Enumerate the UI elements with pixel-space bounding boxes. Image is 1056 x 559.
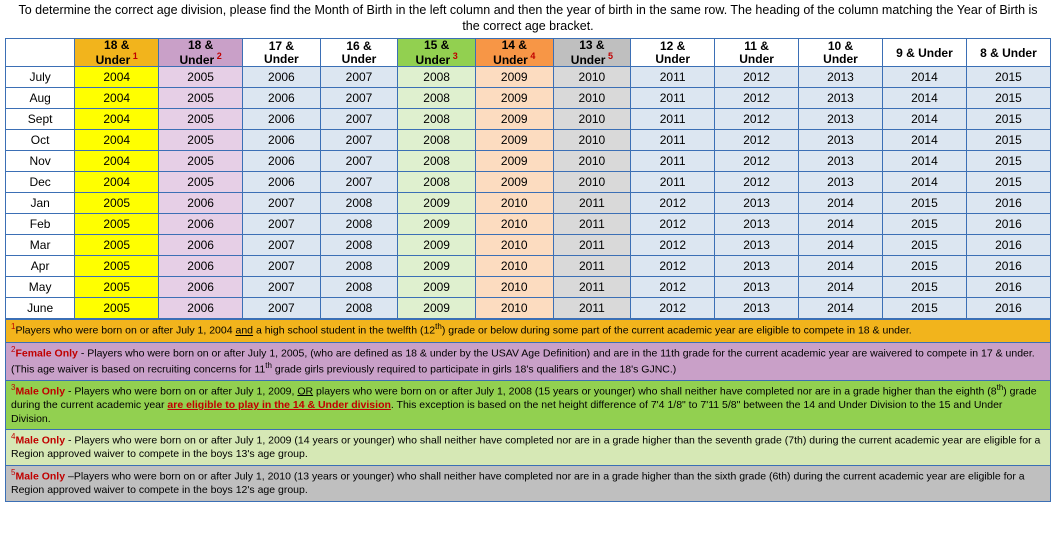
year-cell: 2015 [966, 67, 1050, 88]
year-cell: 2015 [966, 172, 1050, 193]
year-cell: 2011 [631, 109, 715, 130]
year-cell: 2009 [398, 298, 476, 319]
year-cell: 2015 [966, 109, 1050, 130]
table-row [6, 298, 1051, 319]
year-cell: 2011 [631, 151, 715, 172]
year-cell: 2008 [398, 67, 476, 88]
month-cell: Aug [6, 88, 75, 109]
table-row [6, 277, 1051, 298]
month-cell: May [6, 277, 75, 298]
column-header-line1: 17 & [268, 39, 295, 54]
column-header-7 [553, 39, 631, 67]
month-cell: Feb [6, 214, 75, 235]
year-cell: 2007 [243, 277, 321, 298]
table-row [6, 67, 1051, 88]
footnote-marker: 1 [11, 322, 16, 332]
column-header-footnote-marker: 3 [450, 50, 458, 61]
column-header-line2: Under [179, 52, 215, 67]
column-header-line1: 12 & [659, 39, 686, 54]
year-cell: 2005 [159, 151, 243, 172]
year-cell: 2008 [398, 109, 476, 130]
footnote-text: Players who were born on or after July 1, 2004 [15, 324, 236, 337]
year-cell: 2005 [159, 109, 243, 130]
column-header-10 [799, 39, 883, 67]
column-header-line2: Under [341, 51, 377, 66]
footnote-5 [5, 466, 1051, 502]
year-cell: 2006 [243, 130, 321, 151]
year-cell: 2007 [243, 298, 321, 319]
year-cell: 2004 [75, 88, 159, 109]
year-cell: 2013 [799, 130, 883, 151]
year-cell: 2006 [243, 67, 321, 88]
year-cell: 2016 [966, 193, 1050, 214]
month-cell: June [6, 298, 75, 319]
year-cell: 2016 [966, 277, 1050, 298]
year-cell: 2005 [159, 172, 243, 193]
table-header [6, 39, 1051, 67]
year-cell: 2005 [75, 277, 159, 298]
year-cell: 2009 [475, 130, 553, 151]
footnote-text: players who were born on or after July 1, 2008 (15 years or younger) who shall neither have completed nor are in a grade higher than the eighth (8 [313, 385, 997, 398]
column-header-line2: Under [264, 51, 299, 66]
column-header-5 [398, 39, 476, 67]
column-header-line2: Under [739, 51, 774, 66]
year-cell: 2014 [882, 109, 966, 130]
year-cell: 2014 [799, 256, 883, 277]
footnote-2 [5, 343, 1051, 381]
year-cell: 2013 [715, 235, 799, 256]
age-division-table [5, 38, 1051, 319]
year-cell: 2009 [398, 214, 476, 235]
column-header-8 [631, 39, 715, 67]
year-cell: 2007 [243, 235, 321, 256]
year-cell: 2010 [553, 109, 631, 130]
month-cell: Oct [6, 130, 75, 151]
year-cell: 2006 [159, 235, 243, 256]
year-cell: 2011 [553, 256, 631, 277]
year-cell: 2009 [398, 235, 476, 256]
year-cell: 2004 [75, 151, 159, 172]
column-header-line1: 13 & [579, 38, 605, 53]
column-header-line1: 10 & [827, 39, 854, 54]
footnote-text: grade girls previously required to participate in girls 18's qualifiers and the 18's GJNC.) [271, 363, 677, 376]
month-cell: Nov [6, 151, 75, 172]
year-cell: 2015 [882, 277, 966, 298]
column-header-line1: 14 & [501, 38, 527, 53]
year-cell: 2010 [475, 214, 553, 235]
year-cell: 2008 [398, 172, 476, 193]
year-cell: 2007 [320, 172, 398, 193]
year-cell: 2014 [799, 298, 883, 319]
footnote-text: ) grade during the current academic year [11, 385, 1037, 411]
footnote-superscript: th [996, 382, 1004, 392]
year-cell: 2014 [799, 277, 883, 298]
footnote-text: . This exception is based on the net height difference of 7'4 1/8" to 7'11 5/8" between the 14 and Under Division to the 15 and Under Division. [11, 399, 1003, 425]
column-header-footnote-marker: 2 [214, 50, 222, 61]
year-cell: 2005 [75, 193, 159, 214]
year-cell: 2006 [159, 256, 243, 277]
month-cell: Mar [6, 235, 75, 256]
year-cell: 2014 [882, 151, 966, 172]
year-cell: 2012 [715, 88, 799, 109]
year-cell: 2004 [75, 109, 159, 130]
month-cell: Dec [6, 172, 75, 193]
footnote-text: a high school student in the twelfth (12 [253, 324, 436, 337]
year-cell: 2010 [553, 151, 631, 172]
column-header-6 [475, 39, 553, 67]
table-row [6, 256, 1051, 277]
year-cell: 2015 [882, 256, 966, 277]
year-cell: 2007 [320, 151, 398, 172]
footnote-marker: 2 [11, 344, 16, 354]
column-header-line1: 11 & [744, 39, 769, 54]
table-row [6, 151, 1051, 172]
year-cell: 2005 [75, 214, 159, 235]
year-cell: 2013 [715, 214, 799, 235]
column-header-2 [159, 39, 243, 67]
year-cell: 2010 [475, 235, 553, 256]
month-cell: Apr [6, 256, 75, 277]
year-cell: 2015 [882, 298, 966, 319]
column-header-9 [715, 39, 799, 67]
table-row [6, 193, 1051, 214]
year-cell: 2016 [966, 214, 1050, 235]
year-cell: 2007 [320, 130, 398, 151]
year-cell: 2009 [398, 256, 476, 277]
header-corner-cell [6, 39, 75, 67]
footnote-emphasis: and [235, 324, 254, 337]
footnote-text: ) grade or below during some part of the current academic year are eligible to compete in 18 & under. [441, 324, 912, 337]
year-cell: 2007 [320, 67, 398, 88]
column-header-line1: 16 & [346, 39, 372, 54]
year-cell: 2012 [631, 193, 715, 214]
year-cell: 2006 [159, 193, 243, 214]
year-cell: 2005 [75, 235, 159, 256]
year-cell: 2008 [320, 277, 398, 298]
year-cell: 2005 [159, 88, 243, 109]
year-cell: 2012 [715, 130, 799, 151]
year-cell: 2008 [320, 193, 398, 214]
year-cell: 2015 [966, 88, 1050, 109]
column-header-footnote-marker: 5 [605, 50, 613, 61]
year-cell: 2008 [398, 151, 476, 172]
year-cell: 2013 [799, 88, 883, 109]
year-cell: 2011 [553, 214, 631, 235]
year-cell: 2011 [631, 67, 715, 88]
footnote-marker: 3 [11, 382, 16, 392]
year-cell: 2008 [320, 235, 398, 256]
footnote-highlight: are eligible to play in the 14 & Under division [167, 399, 391, 411]
year-cell: 2011 [631, 88, 715, 109]
year-cell: 2011 [631, 130, 715, 151]
footnote-label: Female Only [15, 347, 78, 360]
year-cell: 2010 [553, 130, 631, 151]
year-cell: 2008 [320, 214, 398, 235]
footnote-label: Male Only [15, 434, 66, 447]
year-cell: 2009 [475, 109, 553, 130]
table-row [6, 235, 1051, 256]
table-row [6, 172, 1051, 193]
year-cell: 2009 [475, 172, 553, 193]
year-cell: 2011 [553, 298, 631, 319]
column-header-3 [243, 39, 321, 67]
year-cell: 2013 [799, 151, 883, 172]
footnote-marker: 5 [11, 468, 16, 478]
header-row [6, 39, 1051, 67]
year-cell: 2014 [799, 193, 883, 214]
year-cell: 2010 [553, 88, 631, 109]
table-row [6, 214, 1051, 235]
year-cell: 2014 [882, 88, 966, 109]
footnotes [5, 319, 1051, 501]
column-header-1 [75, 39, 159, 67]
footnote-text: –Players who were born on or after July 1, 2010 (13 years or younger) who shall neither have completed nor are in a grade higher than the sixth grade (6th) during the current academic year are eligible for a Region approved waiver to compete in the boys 12's age group. [11, 470, 1025, 497]
year-cell: 2011 [553, 277, 631, 298]
intro-text: To determine the correct age division, please find the Month of Birth in the left column and then the year of birth in the same row. The heading of the column matching the Year of Birth is the correct age bracket. [18, 3, 1038, 33]
year-cell: 2008 [398, 88, 476, 109]
year-cell: 2004 [75, 67, 159, 88]
column-header-line1: 18 & [187, 38, 214, 53]
footnote-superscript: th [265, 360, 272, 370]
year-cell: 2006 [243, 88, 321, 109]
year-cell: 2006 [243, 109, 321, 130]
year-cell: 2015 [966, 130, 1050, 151]
column-header-4 [320, 39, 398, 67]
year-cell: 2007 [243, 214, 321, 235]
year-cell: 2006 [243, 172, 321, 193]
year-cell: 2005 [75, 298, 159, 319]
year-cell: 2010 [553, 67, 631, 88]
column-header-line2: Under [493, 52, 528, 67]
month-cell: Jan [6, 193, 75, 214]
year-cell: 2004 [75, 172, 159, 193]
year-cell: 2015 [882, 235, 966, 256]
year-cell: 2005 [159, 130, 243, 151]
year-cell: 2013 [715, 277, 799, 298]
table-body [6, 67, 1051, 319]
year-cell: 2006 [159, 298, 243, 319]
column-header-line2: Under [570, 52, 606, 67]
footnote-emphasis: OR [297, 385, 314, 398]
column-header-line1: 9 & Under [896, 45, 953, 60]
column-header-line1: 15 & [423, 38, 450, 53]
column-header-line2: Under [415, 52, 451, 67]
year-cell: 2007 [243, 256, 321, 277]
year-cell: 2006 [243, 151, 321, 172]
footnote-superscript: th [435, 322, 442, 332]
year-cell: 2015 [966, 151, 1050, 172]
footnote-marker: 4 [11, 432, 16, 442]
year-cell: 2015 [882, 214, 966, 235]
column-header-line1: 18 & [104, 38, 130, 53]
year-cell: 2010 [475, 193, 553, 214]
year-cell: 2016 [966, 235, 1050, 256]
year-cell: 2009 [475, 67, 553, 88]
column-header-footnote-marker: 4 [527, 50, 536, 61]
year-cell: 2014 [799, 214, 883, 235]
footnote-label: Male Only [15, 385, 66, 398]
year-cell: 2010 [475, 298, 553, 319]
month-cell: July [6, 67, 75, 88]
year-cell: 2013 [799, 172, 883, 193]
year-cell: 2013 [715, 256, 799, 277]
column-header-line2: Under [655, 51, 690, 66]
year-cell: 2012 [631, 214, 715, 235]
year-cell: 2012 [715, 172, 799, 193]
year-cell: 2013 [715, 193, 799, 214]
year-cell: 2014 [882, 130, 966, 151]
year-cell: 2009 [475, 88, 553, 109]
year-cell: 2008 [320, 298, 398, 319]
year-cell: 2011 [553, 193, 631, 214]
year-cell: 2014 [882, 172, 966, 193]
year-cell: 2011 [631, 172, 715, 193]
table-row [6, 88, 1051, 109]
column-header-12 [966, 39, 1050, 67]
footnote-4 [5, 430, 1051, 466]
year-cell: 2004 [75, 130, 159, 151]
year-cell: 2005 [75, 256, 159, 277]
table-row [6, 109, 1051, 130]
table-row [6, 130, 1051, 151]
year-cell: 2014 [799, 235, 883, 256]
year-cell: 2009 [475, 151, 553, 172]
year-cell: 2008 [398, 130, 476, 151]
year-cell: 2013 [799, 109, 883, 130]
month-cell: Sept [6, 109, 75, 130]
year-cell: 2006 [159, 214, 243, 235]
year-cell: 2009 [398, 193, 476, 214]
year-cell: 2016 [966, 298, 1050, 319]
year-cell: 2008 [320, 256, 398, 277]
column-header-line2: Under [95, 52, 131, 67]
year-cell: 2015 [882, 193, 966, 214]
year-cell: 2012 [631, 298, 715, 319]
column-header-line1: 8 & Under [980, 45, 1037, 60]
year-cell: 2012 [715, 151, 799, 172]
year-cell: 2012 [715, 67, 799, 88]
year-cell: 2007 [243, 193, 321, 214]
year-cell: 2012 [631, 235, 715, 256]
column-header-11 [882, 39, 966, 67]
footnote-text: - Players who were born on or after July 1, 2009, [65, 385, 298, 398]
year-cell: 2006 [159, 277, 243, 298]
footnote-1 [5, 319, 1051, 342]
year-cell: 2016 [966, 256, 1050, 277]
year-cell: 2010 [475, 277, 553, 298]
year-cell: 2014 [882, 67, 966, 88]
year-cell: 2011 [553, 235, 631, 256]
year-cell: 2012 [715, 109, 799, 130]
footnote-text: - Players who were born on or after July 1, 2005, (who are defined as 18 & under by the USAV Age Definition) and are in the 11th grade for the current academic year are waivered to compete in 17 & under. (This age waiver is based on recruiting concerns for 11 [11, 347, 1035, 376]
year-cell: 2012 [631, 256, 715, 277]
year-cell: 2010 [553, 172, 631, 193]
year-cell: 2005 [159, 67, 243, 88]
footnote-label: Male Only [15, 470, 66, 483]
year-cell: 2007 [320, 88, 398, 109]
footnote-3 [5, 381, 1051, 430]
year-cell: 2007 [320, 109, 398, 130]
year-cell: 2012 [631, 277, 715, 298]
column-header-footnote-marker: 1 [130, 50, 138, 61]
year-cell: 2013 [799, 67, 883, 88]
year-cell: 2010 [475, 256, 553, 277]
footnote-text: - Players who were born on or after July 1, 2009 (14 years or younger) who shall neither have completed nor are in a grade higher than the seventh grade (7th) during the current academic year are eligible for a Region approved waiver to compete in the boys 13's age group. [11, 434, 1041, 461]
column-header-line2: Under [823, 51, 858, 66]
year-cell: 2009 [398, 277, 476, 298]
year-cell: 2013 [715, 298, 799, 319]
